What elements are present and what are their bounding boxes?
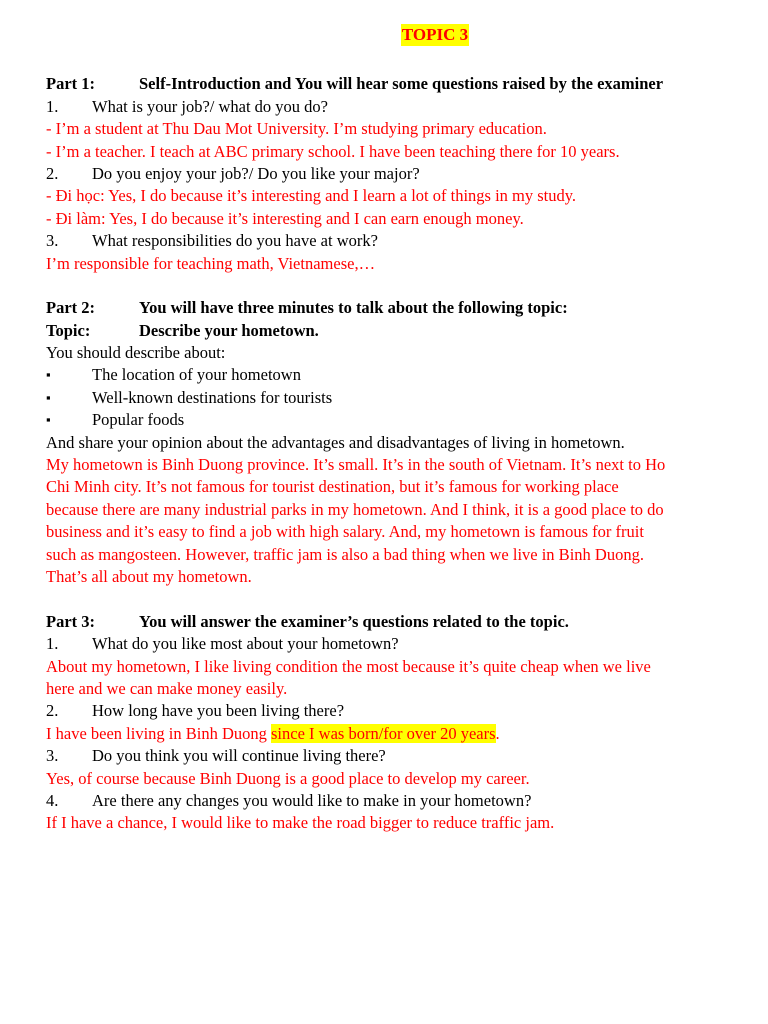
part2-answer-line: Chi Minh city. It’s not famous for tourist destination, but it’s famous for working place: [46, 477, 619, 497]
part1-question-1: [46, 96, 736, 118]
answer-period: .: [495, 723, 500, 743]
part1-question-2: [46, 163, 736, 185]
part2-intro: You should describe about:: [46, 343, 226, 363]
spacer: [46, 275, 736, 297]
part3-answer-1-line: About my hometown, I like living condition the most because it’s quite cheap when we live: [46, 656, 651, 676]
bullet-text: Well-known destinations for tourists: [92, 387, 333, 407]
part2-share-instruction: And share your opinion about the advantages and disadvantages of living in hometown.: [46, 432, 625, 452]
bullet-square-icon: ▪: [46, 389, 51, 405]
question-number: 1.: [46, 634, 59, 654]
spacer: [46, 588, 736, 610]
part1-heading: [46, 73, 736, 95]
part3-heading: [46, 611, 736, 633]
part1-answer-1b: - I’m a teacher. I teach at ABC primary school. I have been teaching there for 10 years.: [46, 141, 620, 161]
part1-answer-2a: - Đi học: Yes, I do because it’s interesting and I learn a lot of things in my study.: [46, 186, 577, 206]
question-number: 1.: [46, 96, 59, 116]
part2-heading: [46, 297, 736, 319]
part2-bullet-item: [46, 409, 736, 431]
question-number: 2.: [46, 701, 59, 721]
part2-topic: [46, 320, 736, 342]
part1-label: Part 1:: [46, 74, 96, 94]
part3-heading-text: You will answer the examiner’s questions related to the topic.: [139, 611, 569, 631]
highlighted-answer-text: since I was born/for over 20 years: [271, 723, 496, 743]
part1-answer-2b: - Đi làm: Yes, I do because it’s interesting and I can earn enough money.: [46, 208, 524, 228]
question-number: 4.: [46, 790, 59, 810]
part1-heading-text: Self-Introduction and You will hear some questions raised by the examiner: [139, 74, 664, 94]
answer-text: I have been living in Binh Duong: [46, 723, 272, 743]
question-number: 3.: [46, 231, 59, 251]
topic-text: Describe your hometown.: [139, 320, 319, 340]
part2-answer-line: business and it’s easy to find a job with high salary. And, my hometown is famous for fruit: [46, 522, 644, 542]
title-row: [46, 22, 736, 51]
part1-answer-3: I’m responsible for teaching math, Vietnamese,…: [46, 253, 376, 273]
question-number: 2.: [46, 163, 59, 183]
question-text: What do you like most about your hometown?: [92, 634, 399, 654]
document-title: TOPIC 3: [401, 25, 469, 44]
bullet-square-icon: ▪: [46, 412, 51, 428]
part3-answer-2: [46, 723, 736, 745]
question-number: 3.: [46, 746, 59, 766]
question-text: What is your job?/ what do you do?: [92, 96, 328, 116]
question-text: Do you enjoy your job?/ Do you like your major?: [92, 163, 420, 183]
part1-question-3: [46, 230, 736, 252]
question-text: Do you think you will continue living there?: [92, 746, 386, 766]
part2-answer-line: because there are many industrial parks in my hometown. And I think, it is a good place to do: [46, 499, 664, 519]
part2-bullet-item: [46, 387, 736, 409]
question-text: What responsibilities do you have at work?: [92, 231, 378, 251]
part3-answer-1-line: here and we can make money easily.: [46, 678, 288, 698]
part3-answer-4: If I have a chance, I would like to make the road bigger to reduce traffic jam.: [46, 813, 555, 833]
part3-answer-3: Yes, of course because Binh Duong is a good place to develop my career.: [46, 768, 530, 788]
part2-heading-text: You will have three minutes to talk about the following topic:: [139, 298, 568, 318]
part2-label: Part 2:: [46, 298, 96, 318]
bullet-text: The location of your hometown: [92, 365, 301, 385]
part1-answer-1a: - I’m a student at Thu Dau Mot University. I’m studying primary education.: [46, 119, 547, 139]
part2-bullet-item: [46, 364, 736, 386]
bullet-square-icon: ▪: [46, 367, 51, 383]
document-page: [46, 22, 736, 835]
part3-question-4: [46, 790, 736, 812]
part3-question-1: [46, 633, 736, 655]
part2-answer-line: My hometown is Binh Duong province. It’s small. It’s in the south of Vietnam. It’s next to Ho: [46, 455, 666, 475]
spacer: [46, 51, 736, 73]
part2-answer-line: That’s all about my hometown.: [46, 566, 252, 586]
question-text: Are there any changes you would like to make in your hometown?: [92, 790, 532, 810]
question-text: How long have you been living there?: [92, 701, 345, 721]
bullet-text: Popular foods: [92, 410, 185, 430]
part3-question-3: [46, 745, 736, 767]
part2-answer-line: such as mangosteen. However, traffic jam is also a bad thing when we live in Binh Duong.: [46, 544, 644, 564]
topic-label: Topic:: [46, 320, 91, 340]
part3-label: Part 3:: [46, 611, 96, 631]
part3-question-2: [46, 700, 736, 722]
